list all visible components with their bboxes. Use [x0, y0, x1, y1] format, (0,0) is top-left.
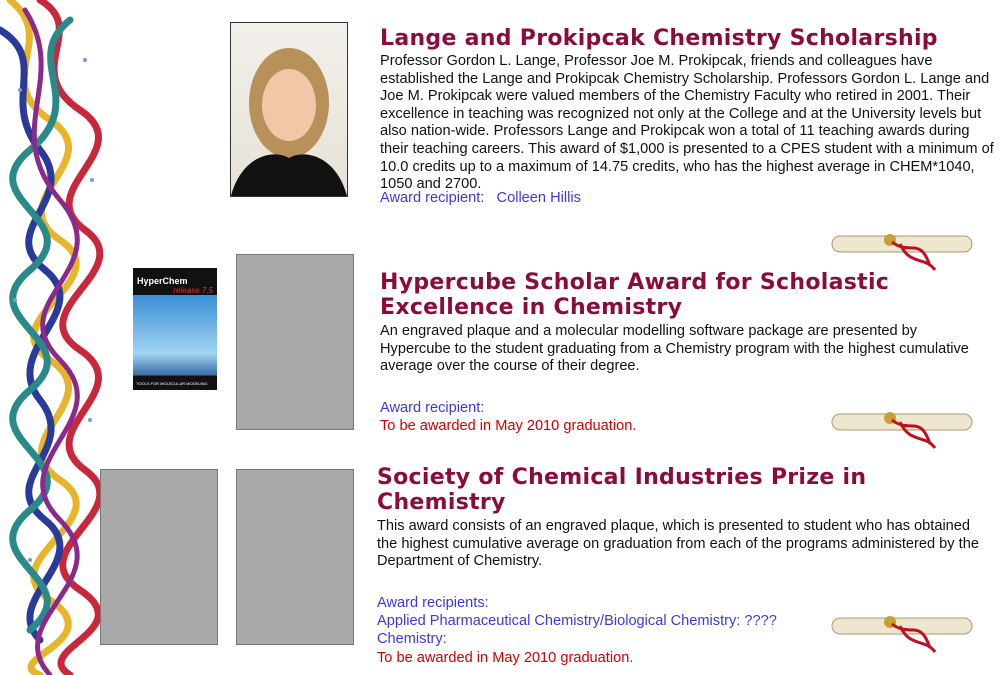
recipient-label: Award recipients: — [377, 595, 489, 611]
recipient-program: Chemistry: — [377, 631, 447, 647]
section-body: Professor Gordon L. Lange, Professor Joe M. Prokipcak, friends and colleagues have established the Lange and Prokipcak Chemistry Scholarship. Professors Gordon L. Lange and Joe M. Prokipcak were valued members of the Chemistry Faculty who retired in 2001. Their excellence in teaching was recognized not only at the College and at the University levels but also nation-wide. Professors Lange and Prokipcak won a total of 11 teaching awards during their teaching careers. This award of $1,000 is presented to a CPES student with a minimum of 10.0 credits up to a maximum of 14.75 credits, who has the highest average in CHEM*1040, 1050 and 2700. — [380, 53, 994, 193]
image-placeholder — [236, 469, 354, 645]
diploma-scroll-icon — [830, 226, 975, 272]
hyperchem-box-image — [133, 268, 217, 390]
confetti-border-decoration — [0, 0, 105, 675]
product-release: release 7.5 — [173, 286, 213, 295]
diploma-scroll-icon — [830, 404, 975, 450]
recipient-label: Award recipient: — [380, 190, 485, 206]
recipient-label: Award recipient: — [380, 400, 485, 416]
award-recipient — [380, 190, 581, 208]
recipient-name: To be awarded in May 2010 graduation. — [377, 650, 634, 666]
section-body: This award consists of an engraved plaque, which is presented to student who has obtained the highest cumulative average on graduation from each of the programs administered by the Department of Chemistry. — [377, 518, 979, 570]
diploma-scroll-icon — [830, 606, 975, 656]
recipient-name: Colleen Hillis — [496, 190, 581, 206]
product-tagline: TOOLS FOR MOLECULAR MODELING — [136, 381, 208, 386]
section-body: An engraved plaque and a molecular modelling software package are presented by Hypercube to the student graduating from a Chemistry program with the highest cumulative average over the course of their degree. — [380, 323, 969, 375]
recipient-program: Applied Pharmaceutical Chemistry/Biological Chemistry: ???? — [377, 613, 777, 629]
section-title: Hypercube Scholar Award for Scholastic Excellence in Chemistry — [380, 270, 890, 320]
image-placeholder — [100, 469, 218, 645]
product-name: HyperChem — [137, 276, 188, 286]
recipient-name: To be awarded in May 2010 graduation. — [380, 418, 637, 434]
section-title: Lange and Prokipcak Chemistry Scholarship — [380, 26, 938, 51]
image-placeholder — [236, 254, 354, 430]
section-title: Society of Chemical Industries Prize in Chemistry — [377, 465, 867, 515]
recipient-photo — [230, 22, 348, 197]
